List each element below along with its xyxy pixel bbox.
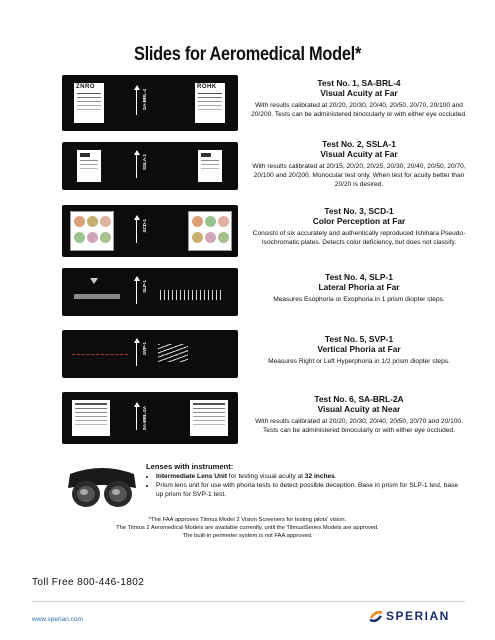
test-subtitle: Color Perception at Far bbox=[312, 216, 406, 226]
test-subtitle: Visual Acuity at Far bbox=[320, 149, 398, 159]
phoria-line bbox=[72, 354, 128, 355]
slide-sa-brl-4 bbox=[62, 75, 238, 131]
test-desc: With results calibrated at 20/15, 20/20, 20/25, 20/30, 20/40, 20/50, 20/70, 20/100 and 20/200. Monocular test only. When test for acuity better than 20/20 is desired. bbox=[252, 163, 466, 188]
sperian-logo bbox=[368, 608, 468, 624]
footnote-line: The Titmus 2 Aeromedical Models are available currently, until the TitmusiSeries Models are approved. bbox=[116, 525, 379, 531]
test-4-description bbox=[248, 272, 470, 304]
slide-label: SVP-1 bbox=[142, 342, 147, 356]
test-name: Test No. 1, SA-BRL-4 bbox=[317, 78, 401, 88]
chart-letters: ROHK bbox=[197, 84, 217, 90]
lens-item-1 bbox=[156, 472, 466, 481]
up-arrow-icon bbox=[136, 89, 137, 115]
slide-slp-1 bbox=[62, 268, 238, 316]
footnote-line: The built-in perimeter system is not FAA approved. bbox=[182, 533, 313, 539]
test-6-description bbox=[248, 394, 470, 435]
footnote-line: *The FAA approves Titmus Model 2 Vision Screeners for testing pilots' vision. bbox=[148, 517, 347, 523]
test-3-description bbox=[248, 206, 470, 247]
slide-scd-1 bbox=[62, 205, 238, 257]
up-arrow-icon bbox=[136, 219, 137, 243]
test-desc: Measures Right or Left Hyperphoria in 1/2 prism diopter steps. bbox=[268, 358, 450, 365]
near-chart-left bbox=[72, 400, 110, 436]
slide-label: SSLA-1 bbox=[142, 154, 147, 171]
phoria-bar bbox=[74, 294, 120, 299]
acuity-chart-left bbox=[77, 150, 101, 182]
up-arrow-icon bbox=[136, 406, 137, 430]
test-desc: Measures Esophoria or Exophoria in 1 prism diopter steps. bbox=[273, 296, 445, 303]
lens-item-1-text: for testing visual acuity at bbox=[227, 473, 305, 480]
lenses-section bbox=[146, 462, 466, 499]
test-name: Test No. 6, SA-BRL-2A bbox=[314, 394, 404, 404]
footnote bbox=[0, 516, 495, 540]
slide-label: SLP-1 bbox=[142, 280, 147, 293]
logo-text: SPERIAN bbox=[386, 609, 450, 623]
test-5-description bbox=[248, 334, 470, 366]
acuity-chart-left bbox=[74, 83, 104, 123]
test-name: Test No. 2, SSLA-1 bbox=[322, 139, 396, 149]
acuity-chart-right bbox=[195, 83, 225, 123]
down-arrow-icon bbox=[90, 278, 98, 284]
up-arrow-icon bbox=[136, 154, 137, 178]
test-subtitle: Visual Acuity at Near bbox=[317, 404, 401, 414]
slide-label: SCD-1 bbox=[142, 219, 147, 233]
color-plates-right bbox=[188, 211, 232, 251]
test-name: Test No. 4, SLP-1 bbox=[325, 272, 393, 282]
test-name: Test No. 5, SVP-1 bbox=[324, 334, 394, 344]
lens-unit-icon bbox=[62, 460, 142, 515]
sperian-swirl-icon bbox=[368, 608, 384, 624]
color-plates-left bbox=[70, 211, 114, 251]
divider bbox=[32, 601, 465, 602]
toll-free-number: Toll Free 800-446-1802 bbox=[32, 577, 145, 588]
lens-item-1-bold: Intermediate Lens Unit bbox=[156, 473, 228, 480]
chart-letters: ZNRO bbox=[76, 84, 95, 90]
test-subtitle: Lateral Phoria at Far bbox=[318, 282, 400, 292]
test-desc: With results calibrated at 20/20, 20/30, 20/40, 20/50, 20/70 and 20/100. Tests can be administered binocularly or with either eye occluded. bbox=[255, 418, 463, 434]
test-name: Test No. 3, SCD-1 bbox=[324, 206, 394, 216]
website-link[interactable]: www.sperian.com bbox=[32, 616, 83, 623]
slide-sa-brl-2a bbox=[62, 392, 238, 444]
slide-ssla-1 bbox=[62, 142, 238, 190]
test-subtitle: Visual Acuity at Far bbox=[320, 88, 398, 98]
slide-svp-1 bbox=[62, 330, 238, 378]
test-1-description bbox=[248, 78, 470, 119]
slide-label: SA-BRL-2A bbox=[142, 406, 147, 431]
test-subtitle: Vertical Phoria at Far bbox=[317, 344, 401, 354]
lens-item-1-end: . bbox=[334, 473, 337, 480]
lenses-heading: Lenses with instrument: bbox=[146, 462, 234, 471]
phoria-scale bbox=[158, 344, 188, 362]
test-desc: With results calibrated at 20/20, 20/30, 20/40, 20/50, 20/70, 20/100 and 20/200. Tests can be administered binocularly or with either eye occluded. bbox=[251, 102, 467, 118]
test-desc: Consists of six accurately and authentically reproduced Ishihara Pseudo-Isochromatic plates. Detects color deficiency, but does not classify. bbox=[252, 230, 466, 246]
slide-label: SA-BRL-4 bbox=[142, 89, 147, 110]
up-arrow-icon bbox=[136, 280, 137, 304]
test-2-description bbox=[248, 139, 470, 189]
lens-item-1-distance: 32 inches bbox=[304, 473, 335, 480]
acuity-chart-right bbox=[198, 150, 222, 182]
lens-item-2: • Prism lens unit for use with phoria tests to detect possible deception. Base in prism for SLP-1 test, base up prism for SVP-1 test. bbox=[156, 481, 466, 499]
page-title: Slides for Aeromedical Model* bbox=[133, 44, 362, 65]
phoria-scale bbox=[160, 290, 222, 300]
up-arrow-icon bbox=[136, 342, 137, 366]
near-chart-right bbox=[190, 400, 228, 436]
